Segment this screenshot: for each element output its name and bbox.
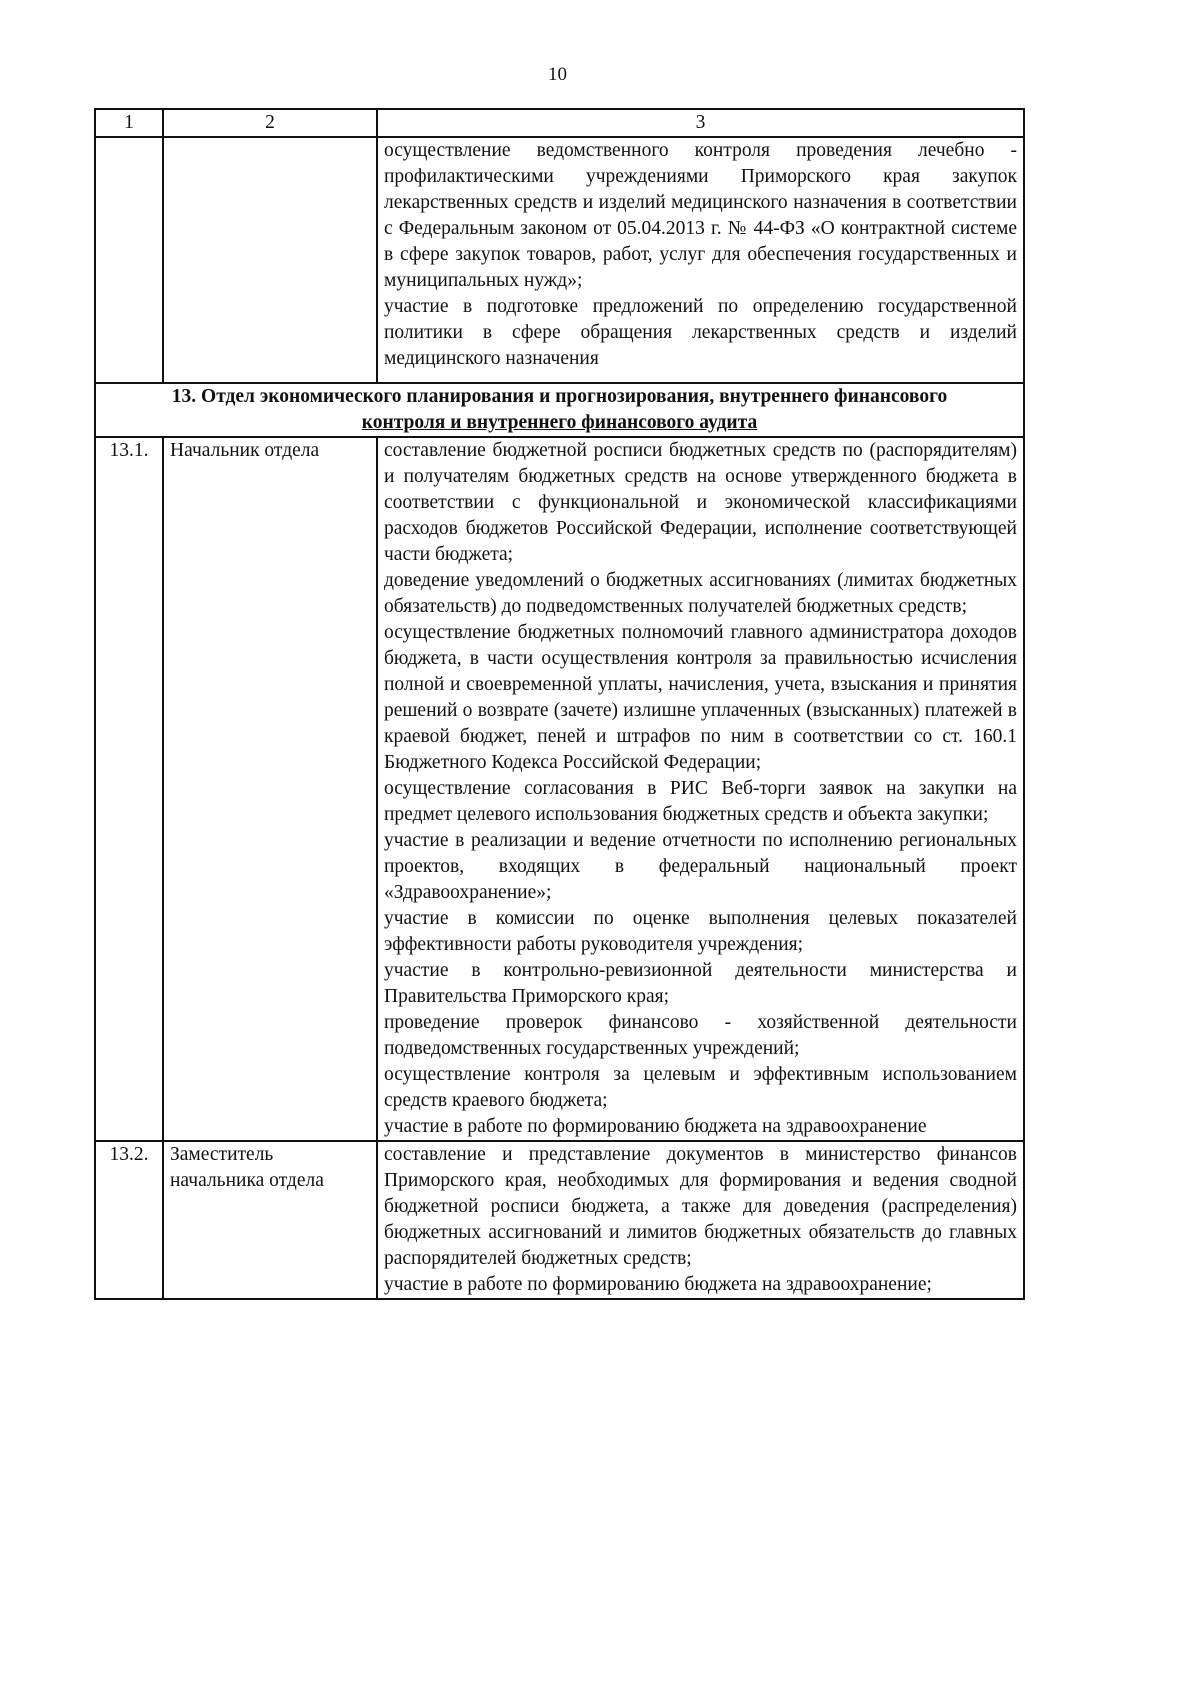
table-row: [95, 437, 1024, 1141]
duty-item: участие в работе по формированию бюджета на здравоохранение: [384, 1116, 927, 1137]
section-heading: [95, 383, 1024, 437]
header-col-2: 2: [163, 109, 377, 137]
duty-item: участие в работе по формированию бюджета на здравоохранение;: [384, 1274, 932, 1295]
row-number-cell: [95, 137, 163, 383]
section-heading-row: [95, 383, 1024, 437]
table-row-continued: [95, 137, 1024, 383]
duties-cell: [377, 137, 1024, 383]
page-number: 10: [548, 64, 567, 85]
duty-item: составление бюджетной росписи бюджетных средств по (распорядителям) и получателям бюджетных средств на основе утвержденного бюджета в соответствии с функциональной и экономической классификациями расходов бюджетов Российской Федерации, исполнение соответствующей части бюджета;: [384, 440, 1017, 565]
row-number: 13.1.: [95, 437, 163, 1141]
position-title: Начальник отдела: [163, 437, 377, 1141]
table-row: [95, 1141, 1024, 1299]
table-header-row: [95, 109, 1024, 137]
duty-item: осуществление контроля за целевым и эффективным использованием средств краевого бюджета;: [384, 1064, 1017, 1111]
header-col-3: 3: [377, 109, 1024, 137]
row-number: 13.2.: [95, 1141, 163, 1299]
duty-item: доведение уведомлений о бюджетных ассигнованиях (лимитах бюджетных обязательств) до подведомственных получателей бюджетных средств;: [384, 570, 1017, 617]
section-title-line-1: 13. Отдел экономического планирования и прогнозирования, внутреннего финансового: [171, 386, 948, 407]
duty-item: осуществление согласования в РИС Веб-торги заявок на закупки на предмет целевого использования бюджетных средств и объекта закупки;: [384, 778, 1017, 825]
header-col-1: 1: [95, 109, 163, 137]
duty-item: осуществление ведомственного контроля проведения лечебно - профилактическими учреждениями Приморского края закупок лекарственных средств и изделий медицинского назначения в соответствии с Федеральным законом от 05.04.2013 г. № 44-ФЗ «О контрактной системе в сфере закупок товаров, работ, услуг для обеспечения государственных и муниципальных нужд»;: [384, 140, 1017, 291]
duty-item: осуществление бюджетных полномочий главного администратора доходов бюджета, в части осуществления контроля за правильностью исчисления полной и своевременной уплаты, начисления, учета, взыскания и принятия решений о возврате (зачете) излишне уплаченных (взысканных) платежей в краевой бюджет, пеней и штрафов по ним в соответствии со ст. 160.1 Бюджетного Кодекса Российской Федерации;: [384, 622, 1017, 773]
position-cell: [163, 137, 377, 383]
duties-table: [94, 108, 1025, 1300]
section-title-line-2: контроля и внутреннего финансового аудита: [361, 412, 758, 433]
duty-item: составление и представление документов в министерство финансов Приморского края, необходимых для формирования и ведения сводной бюджетной росписи бюджета, а также для доведения (распределения) бюджетных ассигнований и лимитов бюджетных обязательств до главных распорядителей бюджетных средств;: [384, 1144, 1017, 1269]
duties-cell: [377, 1141, 1024, 1299]
duty-item: участие в комиссии по оценке выполнения целевых показателей эффективности работы руководителя учреждения;: [384, 908, 1017, 955]
duties-cell: [377, 437, 1024, 1141]
duty-item: проведение проверок финансово - хозяйственной деятельности подведомственных государственных учреждений;: [384, 1012, 1017, 1059]
duty-item: участие в подготовке предложений по определению государственной политики в сфере обращения лекарственных средств и изделий медицинского назначения: [384, 296, 1017, 369]
duty-item: участие в контрольно-ревизионной деятельности министерства и Правительства Приморского края;: [384, 960, 1017, 1007]
duty-item: участие в реализации и ведение отчетности по исполнению региональных проектов, входящих в федеральный национальный проект «Здравоохранение»;: [384, 830, 1017, 903]
position-title: Заместитель начальника отдела: [163, 1141, 377, 1299]
